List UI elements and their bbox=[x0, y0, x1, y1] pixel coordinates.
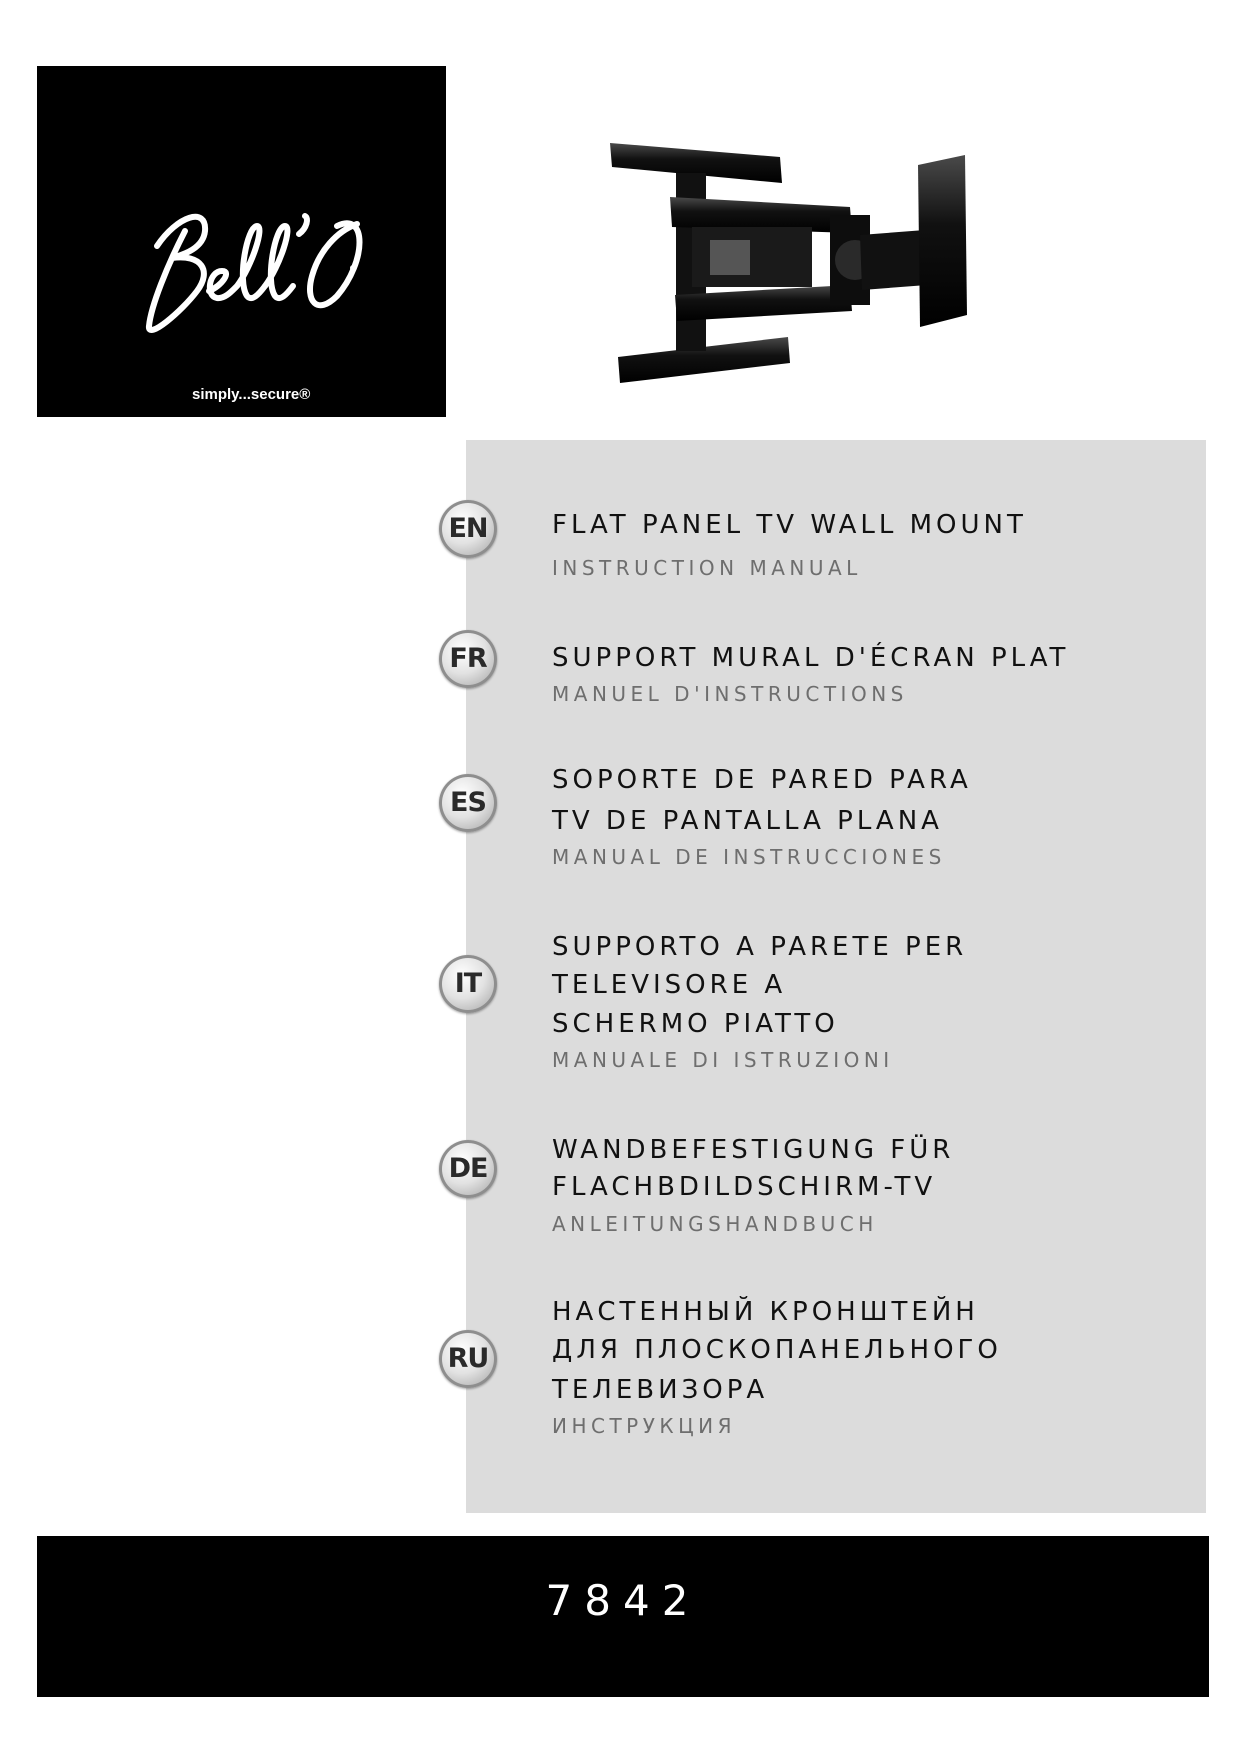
bello-logo-script bbox=[37, 66, 446, 417]
wall-mount-product-image bbox=[600, 135, 980, 415]
es-title-line-1: SOPORTE DE PARED PARA bbox=[552, 765, 972, 795]
model-number: 7842 bbox=[545, 1576, 701, 1625]
ru-title-line-2: ДЛЯ ПЛОСКОПАНЕЛЬНОГО bbox=[552, 1335, 1002, 1365]
en-flag-badge: EN bbox=[439, 500, 497, 558]
de-title-line-1: WANDBEFESTIGUNG FÜR bbox=[552, 1135, 955, 1165]
es-flag-badge: ES bbox=[439, 774, 497, 832]
footer-bar bbox=[37, 1536, 1209, 1697]
en-title: FLAT PANEL TV WALL MOUNT bbox=[552, 510, 1027, 540]
de-flag-badge: DE bbox=[439, 1140, 497, 1198]
it-title-line-2: TELEVISORE A bbox=[552, 970, 787, 1000]
ru-flag-badge: RU bbox=[439, 1330, 497, 1388]
fr-title: SUPPORT MURAL D'ÉCRAN PLAT bbox=[552, 643, 1070, 673]
ru-title-line-3: ТЕЛЕВИЗОРА bbox=[552, 1375, 769, 1405]
de-subtitle: ANLEITUNGSHANDBUCH bbox=[552, 1212, 878, 1236]
brand-tagline: simply...secure® bbox=[192, 386, 311, 403]
ru-title-line-1: НАСТЕННЫЙ КРОНШТЕЙН bbox=[552, 1297, 979, 1327]
fr-flag-badge: FR bbox=[439, 630, 497, 688]
es-title-line-2: TV DE PANTALLA PLANA bbox=[552, 806, 943, 836]
it-flag-badge: IT bbox=[439, 955, 497, 1013]
es-subtitle: MANUAL DE INSTRUCCIONES bbox=[552, 845, 946, 869]
it-title-line-1: SUPPORTO A PARETE PER bbox=[552, 932, 968, 962]
de-title-line-2: FLACHBDILDSCHIRM-TV bbox=[552, 1172, 937, 1202]
en-subtitle: INSTRUCTION MANUAL bbox=[552, 556, 862, 580]
ru-subtitle: ИНСТРУКЦИЯ bbox=[552, 1414, 737, 1438]
fr-subtitle: MANUEL D'INSTRUCTIONS bbox=[552, 682, 908, 706]
it-subtitle: MANUALE DI ISTRUZIONI bbox=[552, 1048, 894, 1072]
it-title-line-3: SCHERMO PIATTO bbox=[552, 1009, 839, 1039]
brand-logo bbox=[37, 66, 446, 417]
